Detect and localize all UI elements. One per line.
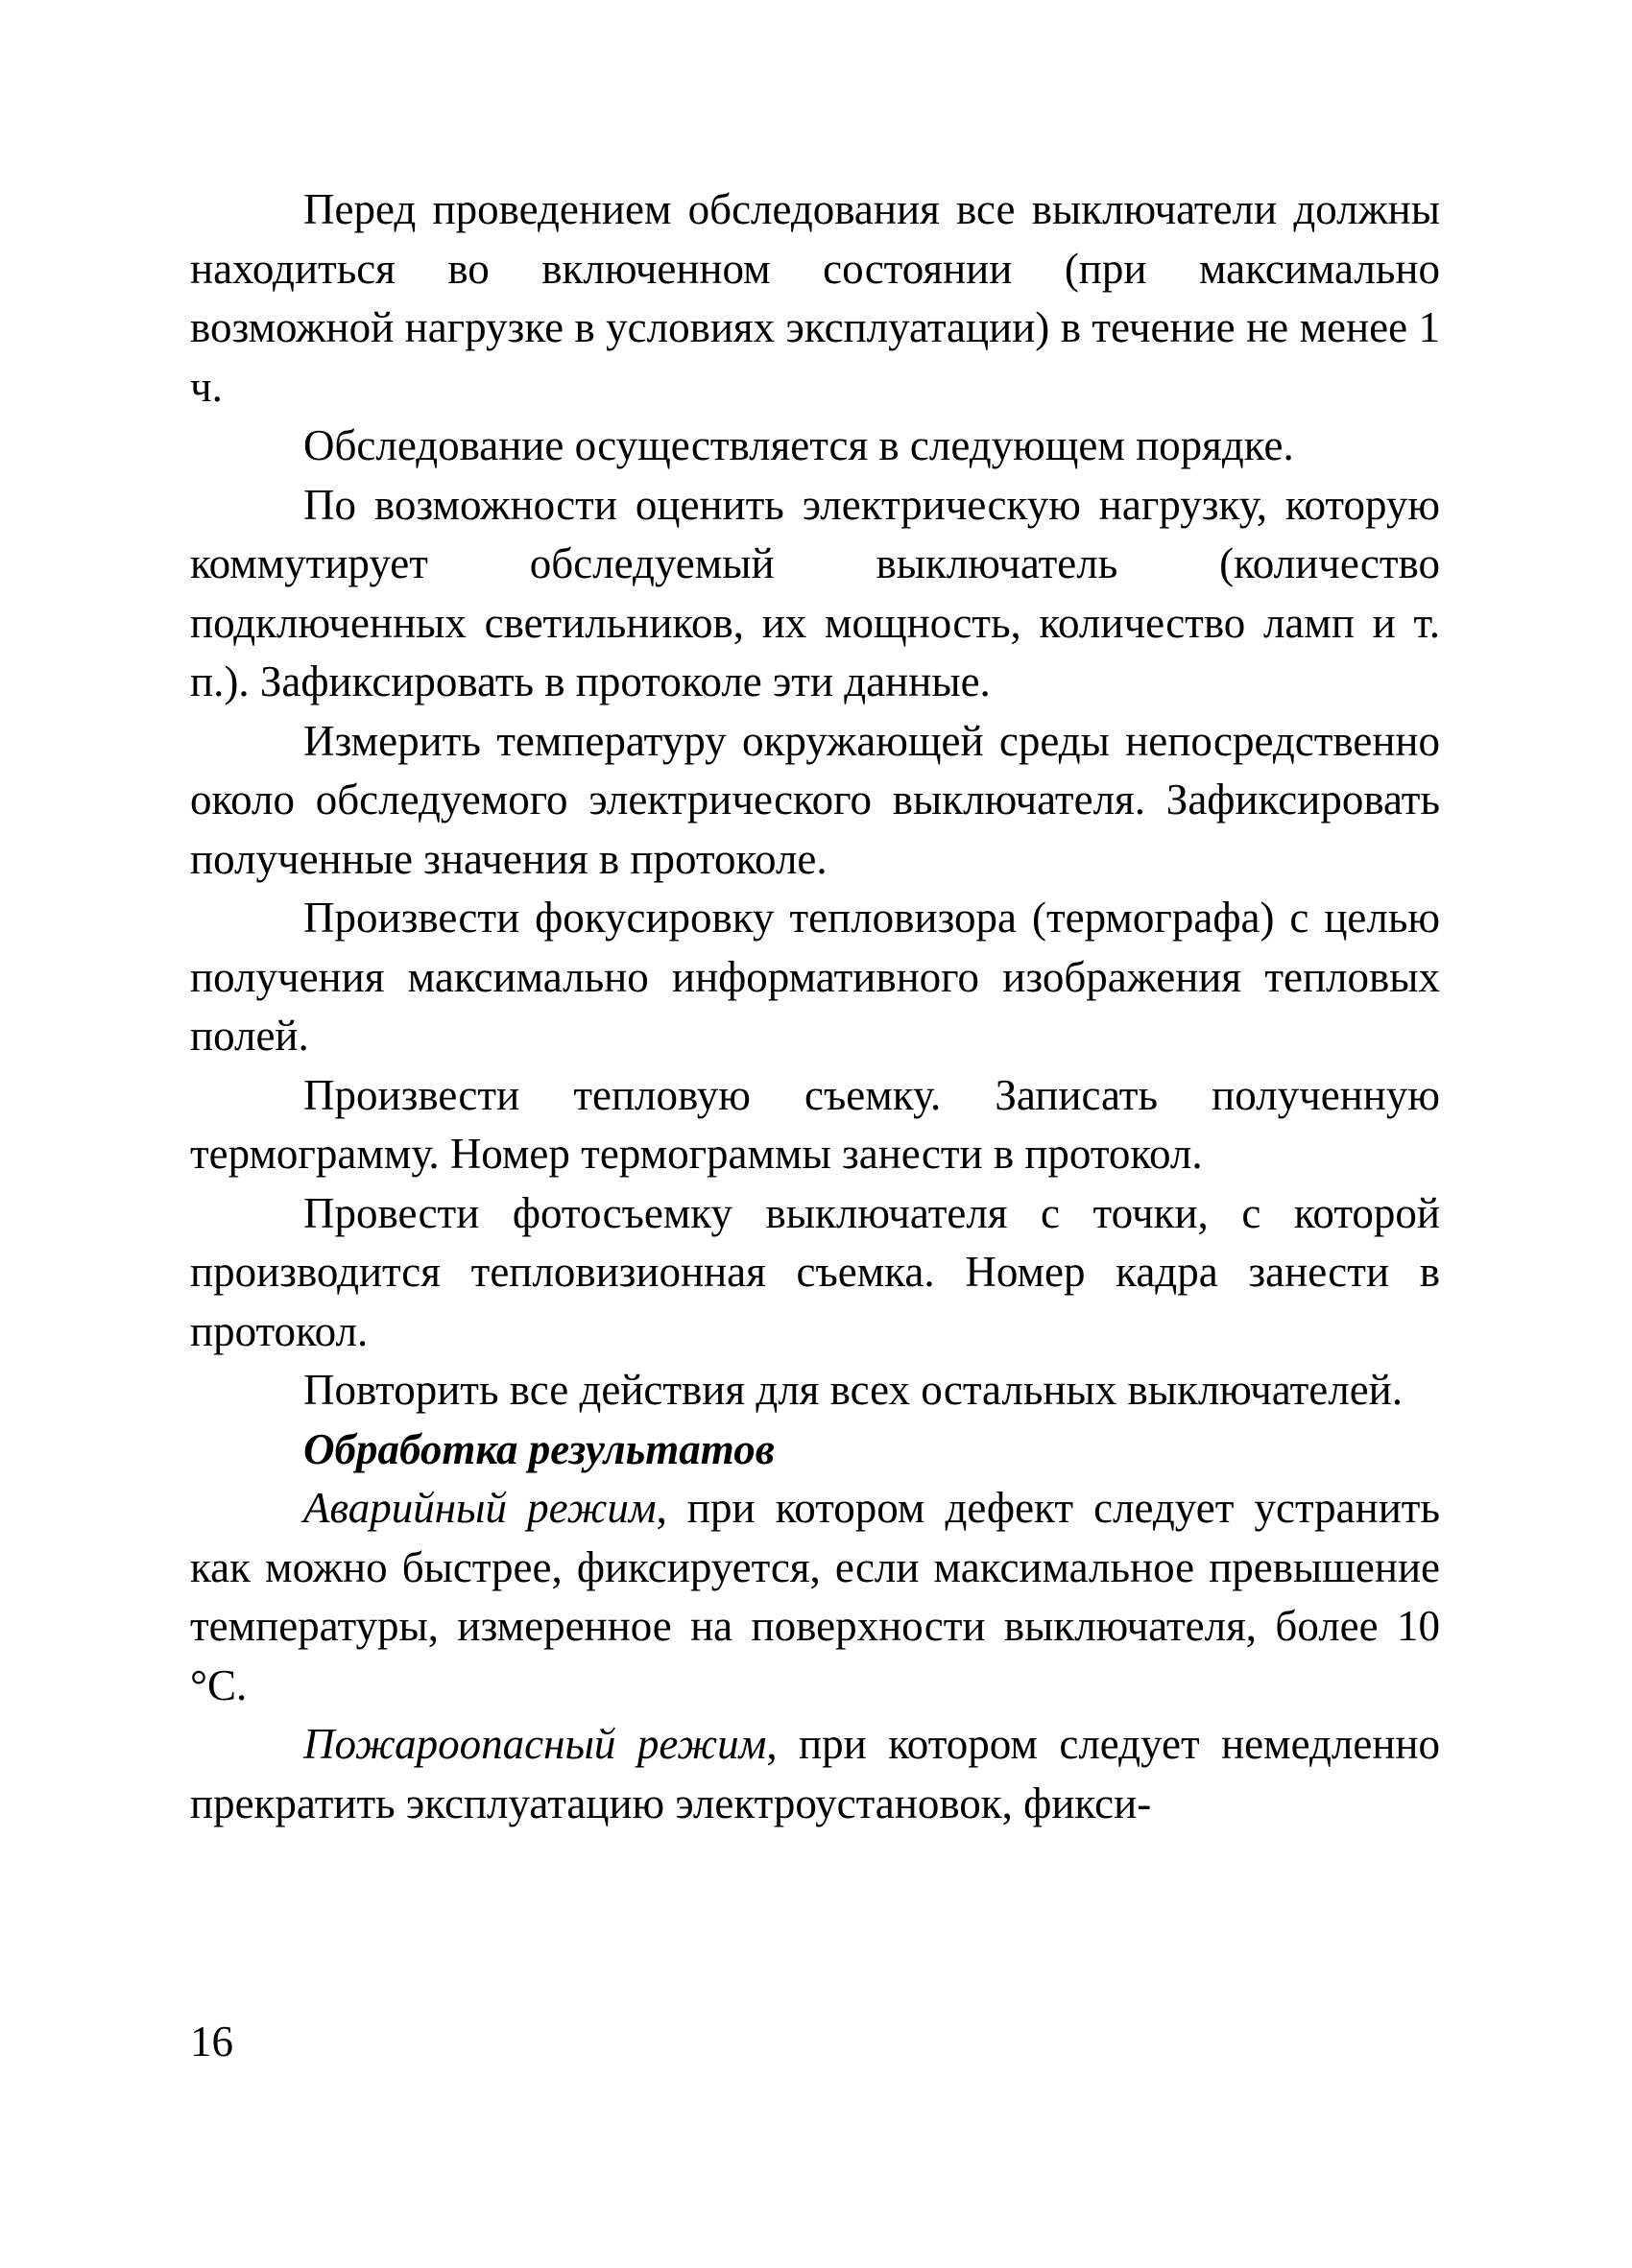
fire-hazard-mode-text: , при котором следует немедленно прекратить эксплуатацию электроустановок, фикси- bbox=[190, 1720, 1440, 1827]
paragraph-fire-hazard-mode bbox=[190, 1715, 1440, 1833]
paragraph-emergency-mode bbox=[190, 1479, 1440, 1715]
paragraph-measure-temperature: Измерить температуру окружающей среды непосредственно около обследуемого электрического выключателя. Зафиксировать полученные значения в протоколе. bbox=[190, 716, 1440, 883]
paragraph-procedure-intro: Обследование осуществляется в следующем порядке. bbox=[303, 421, 1294, 469]
emergency-mode-term: Аварийный режим bbox=[303, 1484, 657, 1532]
emergency-mode-text: , при котором дефект следует устранить как можно быстрее, фиксируется, если максимальное превышение температуры, измеренное на поверхности выключателя, более 10 °С. bbox=[190, 1484, 1440, 1709]
paragraph-focus-imager: Произвести фокусировку тепловизора (термографа) с целью получения максимально информативного изображения тепловых полей. bbox=[190, 894, 1440, 1060]
paragraph-estimate-load: По возможности оценить электрическую нагрузку, которую коммутирует обследуемый выключатель (количество подключенных светильников, их мощность, количество ламп и т. п.). Зафиксировать в протоколе эти данные. bbox=[190, 480, 1440, 705]
paragraph-repeat: Повторить все действия для всех остальных выключателей. bbox=[303, 1366, 1404, 1414]
paragraph-photo-shooting: Провести фотосъемку выключателя с точки, с которой производится тепловизионная съемка. Номер кадра занести в протокол. bbox=[190, 1188, 1440, 1355]
section-heading: Обработка результатов bbox=[303, 1424, 775, 1473]
body-text bbox=[190, 180, 1440, 1833]
paragraph-preconditions: Перед проведением обследования все выключатели должны находиться во включенном состоянии (при максимально возможной нагрузке в условиях эксплуатации) в течение не менее 1 ч. bbox=[190, 185, 1440, 411]
page-number: 16 bbox=[190, 2017, 233, 2065]
paragraph-thermal-shooting: Произвести тепловую съемку. Записать полученную термограмму. Номер термограммы занести в протокол. bbox=[190, 1070, 1440, 1178]
fire-hazard-mode-term: Пожароопасный режим bbox=[303, 1720, 767, 1768]
